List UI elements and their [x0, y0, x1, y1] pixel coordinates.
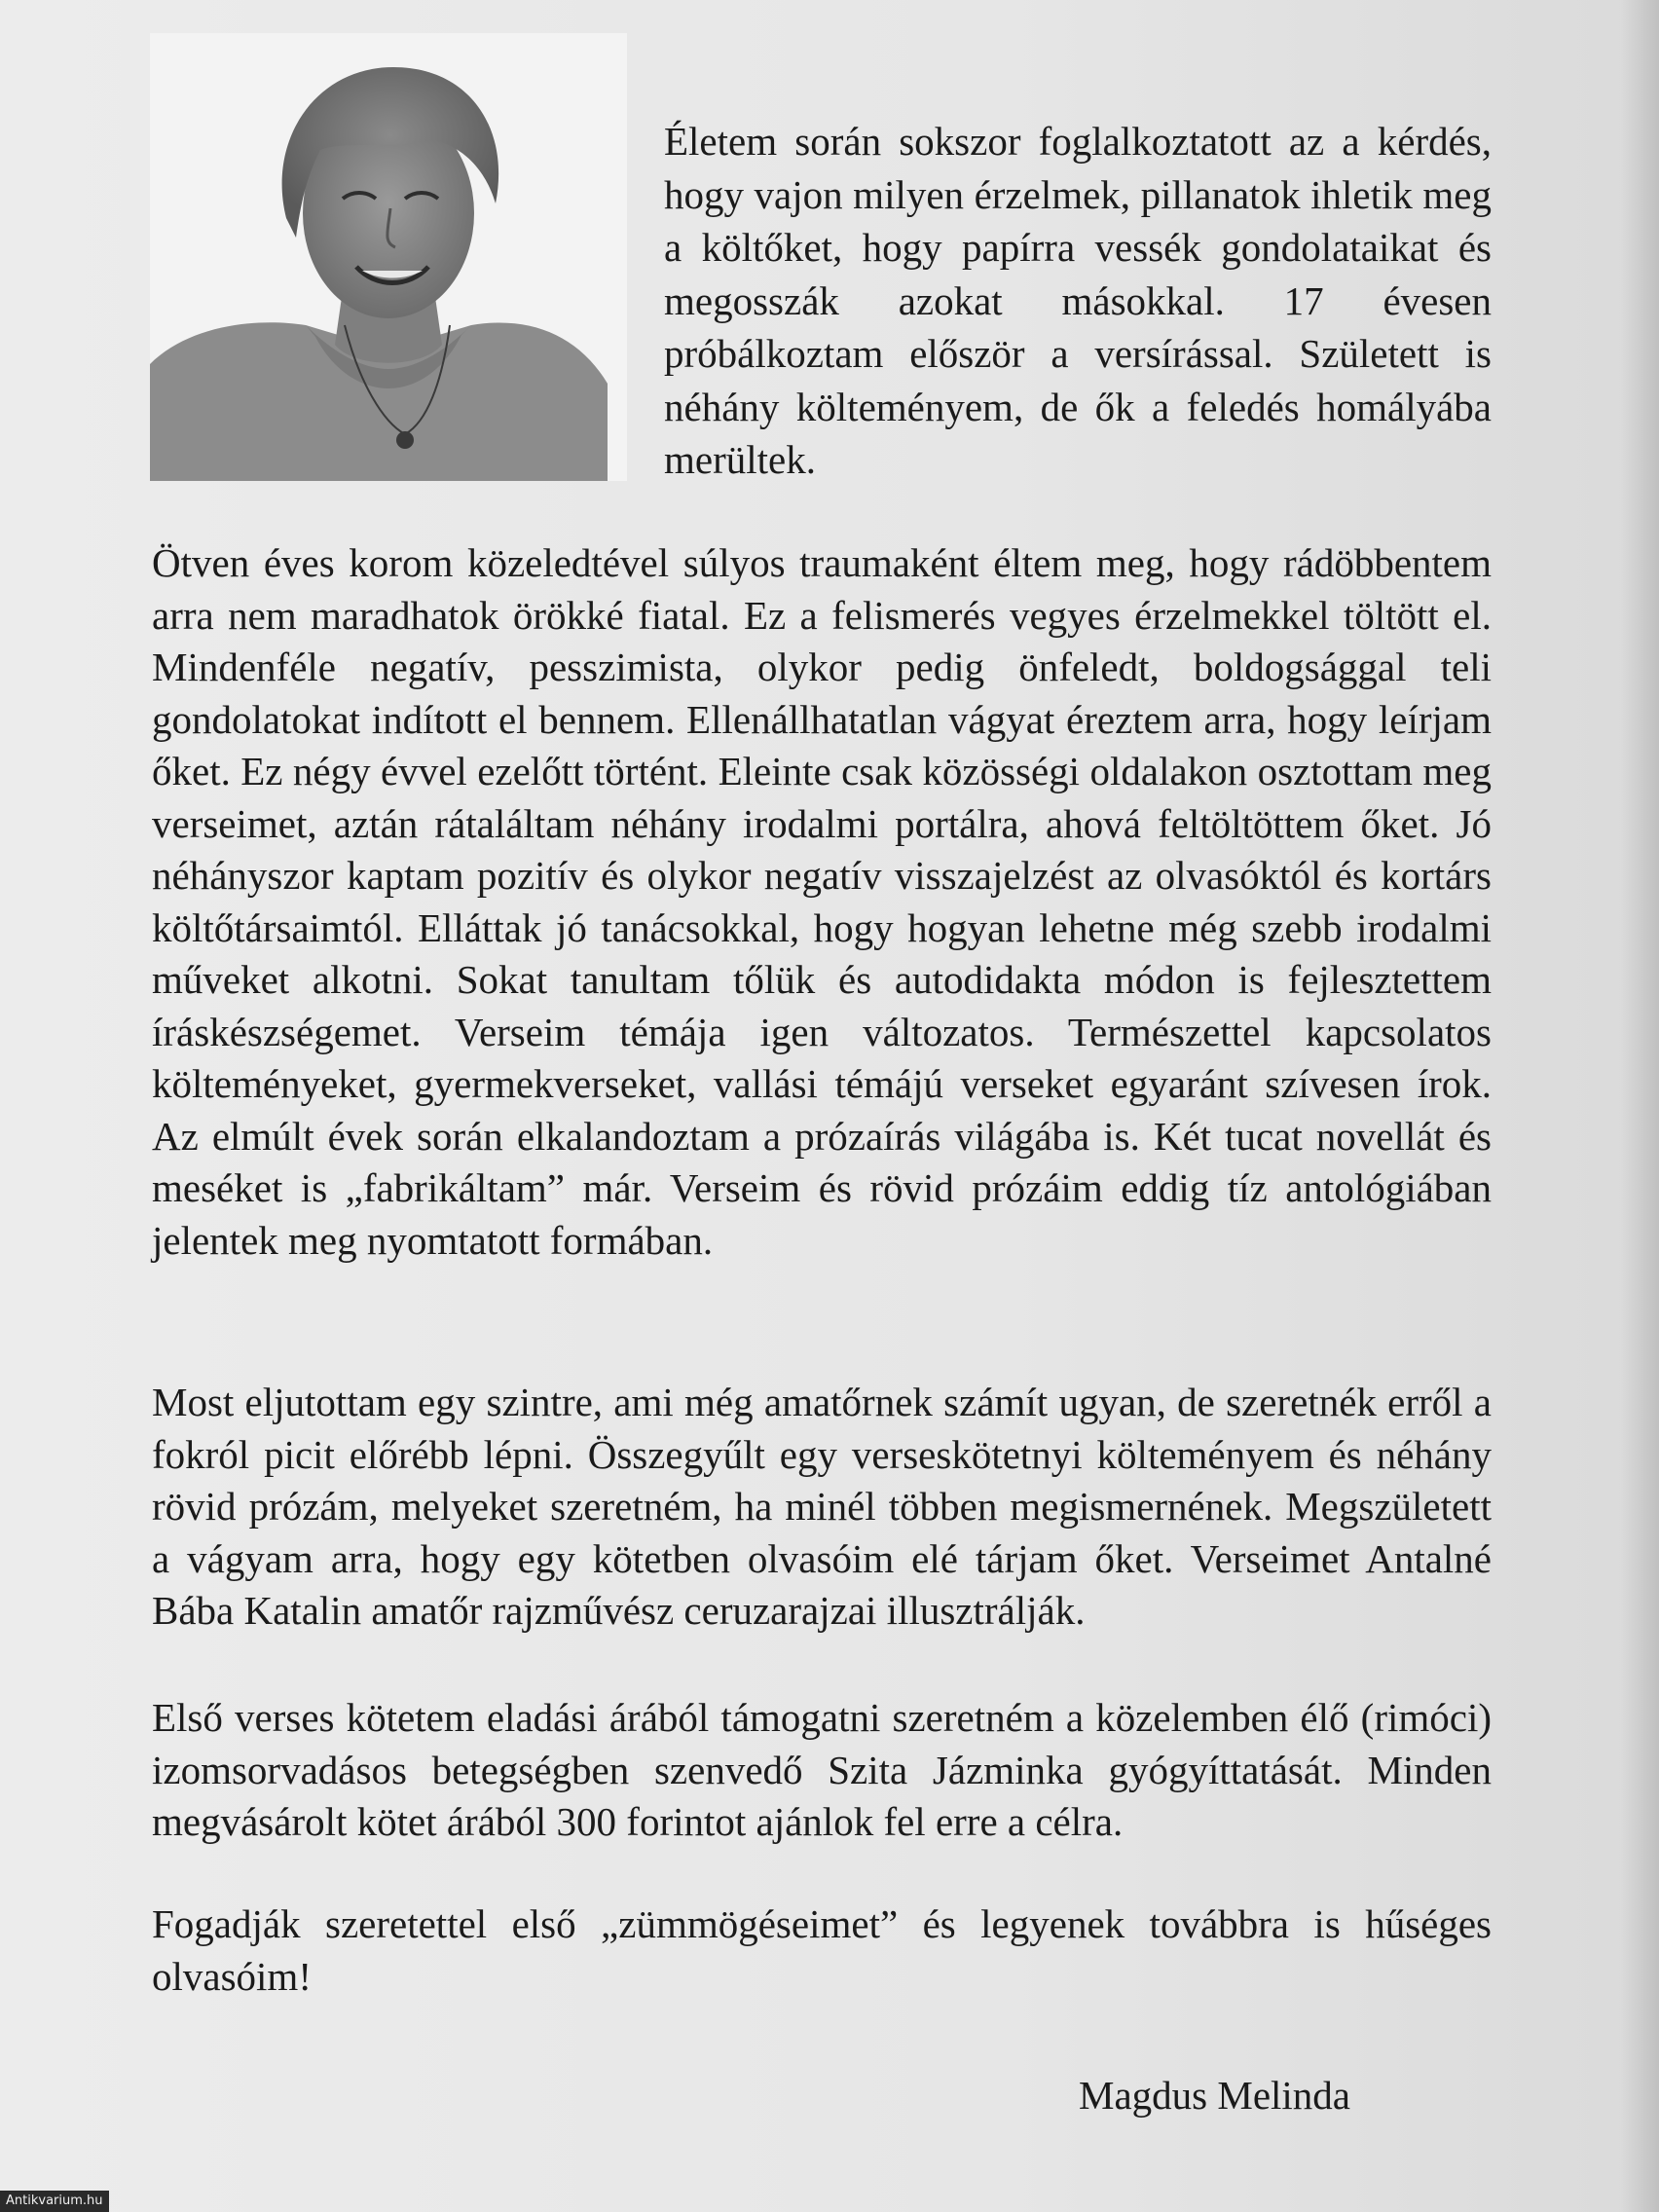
author-photo: [150, 33, 627, 481]
paragraph-three: Most eljutottam egy szintre, ami még amatőrnek számít ugyan, de szeretnék erről a fokról picit előrébb lépni. Összegyűlt egy verseskötetnyi költeményem és néhány rövid prózám, melyeket szeretném, ha minél többen megismernének. Megszületett a vágyam arra, hogy egy kötetben olvasóim elé tárjam őket. Verseimet Antalné Bába Katalin amatőr rajzművész ceruzarajzai illusztrálják.: [152, 1380, 1492, 1633]
paragraph-five: Fogadják szeretettel első „zümmögéseimet” és legyenek továbbra is hűséges olvasóim!: [152, 1901, 1492, 1999]
paragraph-four: Első verses kötetem eladási árából támogatni szeretném a közelemben élő (rimóci) izomsorvadásos betegségben szenvedő Szita Jázminka gyógyíttatását. Minden megvásárolt kötet árából 300 forintot ajánlok fel erre a célra.: [152, 1695, 1492, 1844]
page-edge-shadow: [1620, 0, 1659, 2212]
author-signature: Magdus Melinda: [1079, 2073, 1350, 2118]
paragraph-two: Ötven éves korom közeledtével súlyos traumaként éltem meg, hogy rádöbbentem arra nem maradhatok örökké fiatal. Ez a felismerés vegyes érzelmekkel töltött el. Mindenféle negatív, pesszimista, olykor pedig önfeledt, boldogsággal teli gondolatokat indított el bennem. Ellenállhatatlan vágyat éreztem arra, hogy leírjam őket. Ez négy évvel ezelőtt történt. Eleinte csak közösségi oldalakon osztottam meg verseimet, aztán rátaláltam néhány irodalmi portálra, ahová feltöltöttem őket. Jó néhányszor kaptam pozitív és olykor negatív visszajelzést az olvasóktól és kortárs költőtársaimtól. Elláttak jó tanácsokkal, hogy hogyan lehetne még szebb irodalmi műveket alkotni. Sokat tanultam tőlük és autodidakta módon is fejlesztettem íráskészségemet. Verseim témája igen változatos. Természettel kapcsolatos költeményeket, gyermekverseket, vallási témájú verseket egyaránt szívesen írok. Az elmúlt évek során elkalandoztam a prózaírás világába is. Két tucat novellát és meséket is „fabrikáltam” már. Verseim és rövid prózáim eddig tíz antológiában jelentek meg nyomtatott formában.: [152, 540, 1492, 1263]
intro-paragraph: Életem során sokszor foglalkoztatott az a kérdés, hogy vajon milyen érzelmek, pillanatok ihletik meg a költőket, hogy papírra vessék gondolataikat és megosszák azokat másokkal. 17 évesen próbálkoztam először a versírással. Született is néhány költeményem, de ők a feledés homályába merültek.: [664, 119, 1492, 482]
site-watermark: Antikvarium.hu: [0, 2191, 109, 2212]
portrait-icon: [150, 33, 627, 481]
